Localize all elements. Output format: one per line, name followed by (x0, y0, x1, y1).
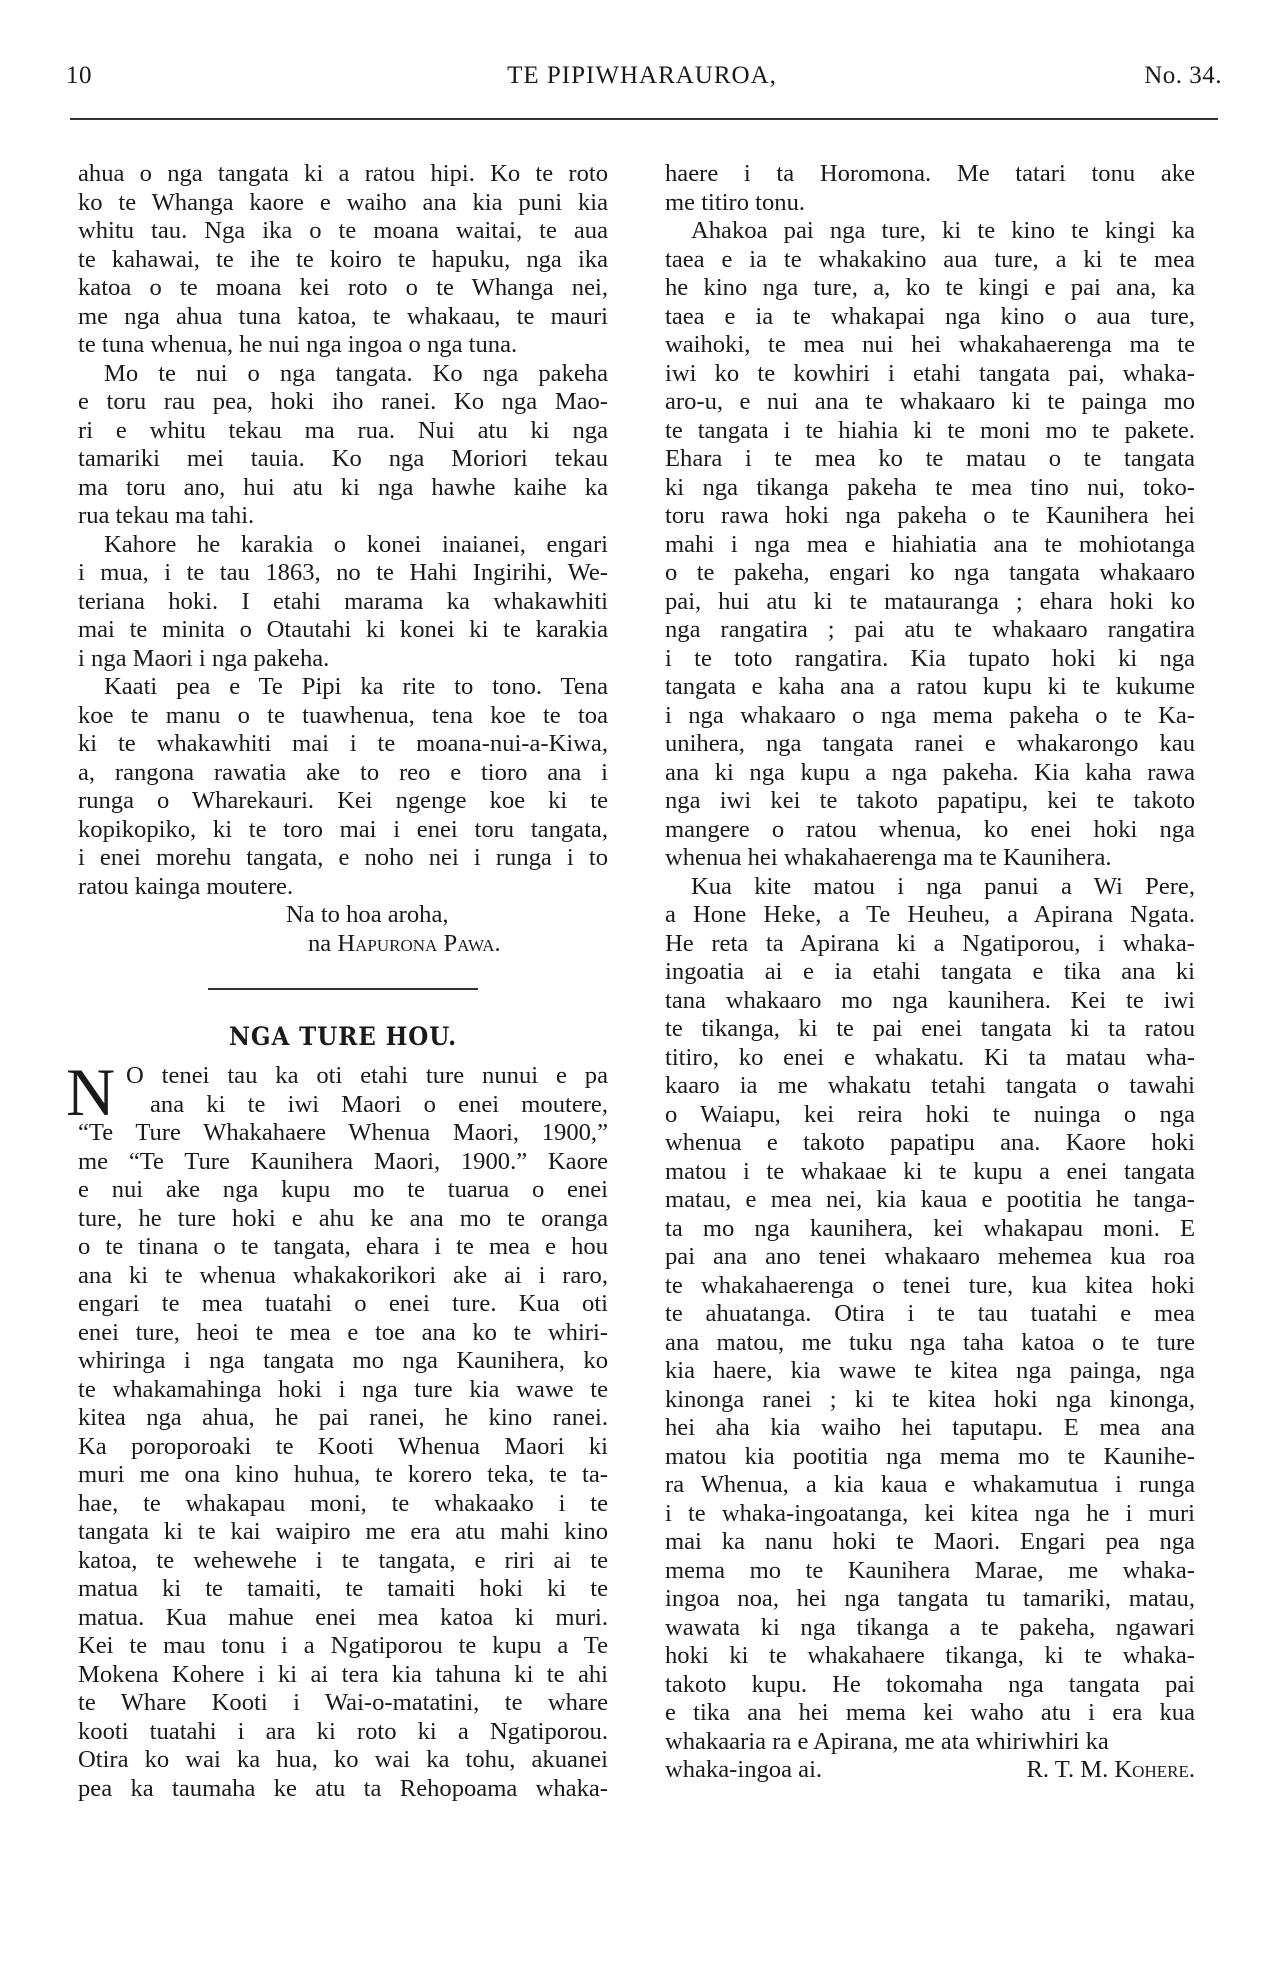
text-line: haere i ta Horomona. Me tatari tonu ake (665, 160, 1195, 187)
article-line: Otira ko wai ka hua, ko wai ka tohu, akuanei (78, 1746, 608, 1773)
article-line: me “Te Ture Kaunihera Maori, 1900.” Kaore (78, 1147, 608, 1175)
text-line: ratou kainga moutere. (78, 872, 294, 900)
text-line: teriana hoki. I etahi marama ka whakawhiti (78, 587, 608, 615)
text-line: kopikopiko, ki te toro mai i enei toru tangata, (78, 815, 608, 843)
article-line: e nui ake nga kupu mo te tuarua o enei (78, 1176, 608, 1203)
text-line: whenua hei whakahaerenga ma te Kaunihera. (665, 844, 1112, 871)
text-line: matau, e mea nei, kia kaua e pootitia he tanga- (665, 1186, 1195, 1213)
article-final-line (665, 1756, 1195, 1785)
article-line: muri me ona kino huhua, te korero teka, te ta- (78, 1461, 608, 1488)
right-column (665, 160, 1195, 1785)
drop-cap: N (66, 1054, 116, 1130)
text-line: ki te whakawhiti mai i te moana-nui-a-Kiwa, (78, 730, 608, 757)
text-line: te tuna whenua, he nui nga ingoa o nga tuna. (78, 331, 518, 358)
text-line: ki nga tikanga pakeha te mea tino nui, toko- (665, 473, 1195, 501)
text-line: He reta ta Apirana ki a Ngatiporou, i whaka- (665, 929, 1195, 957)
text-line: whitu tau. Nga ika o te moana waitai, te aua (78, 217, 608, 244)
text-line: mema mo te Kaunihera Marae, me whaka- (665, 1556, 1195, 1584)
text-line: ma toru ano, hui atu ki nga hawhe kaihe ka (78, 473, 608, 501)
page-number: 10 (66, 62, 92, 89)
article-line: ana ki te iwi Maori o enei moutere, (150, 1090, 608, 1118)
article-line: matua. Kua mahue enei mea katoa ki muri. (78, 1603, 608, 1631)
text-line: i nga whakaaro o nga mema pakeha o te Ka- (665, 701, 1195, 729)
text-line: ana matou, me tuku nga taha katoa o te ture (665, 1328, 1195, 1356)
text-line: a, rangona rawatia ake to reo e tioro ana i (78, 758, 608, 786)
article-body-right (665, 160, 1195, 1756)
text-line: Kaati pea e Te Pipi ka rite to tono. Tena (104, 673, 608, 700)
article-line: tangata ki te kai waipiro me era atu mahi kino (78, 1518, 608, 1545)
article-line: enei ture, heoi te mea e toe ana ko te whiri- (78, 1318, 608, 1346)
text-line: katoa o te moana kei roto o te Whanga nei, (78, 274, 608, 301)
text-line: i te whaka-ingoatanga, kei kitea nga he i muri (665, 1499, 1195, 1527)
text-line: hoki ki te whakahaere tikanga, ki te whaka- (665, 1642, 1195, 1669)
text-line: i mua, i te tau 1863, no te Hahi Ingirihi, We- (78, 559, 608, 586)
text-line: whenua e takoto papatipu ana. Kaore hoki (665, 1129, 1195, 1156)
text-line: e toru rau pea, hoki iho ranei. Ko nga Mao- (78, 388, 608, 415)
text-line: rua tekau ma tahi. (78, 502, 255, 529)
text-line: ingoatia ai e ia etahi tangata e tika ana ki (665, 958, 1195, 985)
text-line: kinonga ranei ; ki te kitea hoki nga kinonga, (665, 1385, 1195, 1413)
text-line: ahua o nga tangata ki a ratou hipi. Ko te roto (78, 160, 608, 187)
text-line: nga iwi kei te takoto papatipu, kei te takoto (665, 787, 1195, 814)
text-line: titiro, ko enei e whakatu. Ki ta matau wha- (665, 1043, 1195, 1071)
text-line: runga o Wharekauri. Kei ngenge koe ki te (78, 787, 608, 814)
text-line: pai ana ano tenei whakaaro mehemea kua roa (665, 1243, 1195, 1270)
letter-signoff: Na to hoa aroha, (286, 901, 449, 928)
text-line: he kino nga ture, a, ko te kingi e pai ana, ka (665, 274, 1195, 301)
article-line: O tenei tau ka oti etahi ture nunui e pa (126, 1062, 608, 1089)
text-line: Mo te nui o nga tangata. Ko nga pakeha (104, 359, 608, 387)
final-text: whaka-ingoa ai. (665, 1756, 823, 1783)
text-line: pai, hui atu ki te matauranga ; ehara hoki ko (665, 587, 1195, 615)
text-line: koe te manu o te tuawhenua, tena koe te toa (78, 701, 608, 729)
text-line: ri e whitu tekau ma rua. Nui atu ki nga (78, 416, 608, 444)
text-line: Kahore he karakia o konei inaianei, engari (104, 530, 608, 558)
text-line: o Waiapu, kei reira hoki te nuinga o nga (665, 1100, 1195, 1128)
article-line: matua ki te tamaiti, te tamaiti hoki ki te (78, 1575, 608, 1602)
article-signature: R. T. M. Kohere. (1026, 1756, 1195, 1783)
text-line: whakaaria ra e Apirana, me ata whiriwhiri ka (665, 1727, 1109, 1755)
text-line: Kua kite matou i nga panui a Wi Pere, (691, 872, 1195, 900)
text-line: ko te Whanga kaore e waiho ana kia puni kia (78, 188, 608, 216)
publication-title: TE PIPIWHARAUROA, (507, 62, 777, 89)
text-line: aro-u, e nui ana te whakaaro ki te painga mo (665, 388, 1195, 415)
text-line: te whakahaerenga o tenei ture, kua kitea hoki (665, 1271, 1195, 1299)
text-line: taea e ia te whakakino aua ture, a ki te mea (665, 245, 1195, 273)
text-line: nga rangatira ; pai atu te whakaaro rangatira (665, 616, 1195, 643)
text-line: toru rawa hoki nga pakeha o te Kaunihera hei (665, 502, 1195, 529)
text-line: me nga ahua tuna katoa, te whakaau, te mauri (78, 302, 608, 330)
text-line: Ehara i te mea ko te matau o te tangata (665, 445, 1195, 472)
text-line: mai ka nanu hoki te Maori. Engari pea nga (665, 1528, 1195, 1555)
text-line: Ahakoa pai nga ture, ki te kino te kingi ka (691, 217, 1195, 244)
text-line: unihera, nga tangata ranei e whakarongo kau (665, 730, 1195, 757)
letter-body (78, 160, 608, 901)
article-body-left (78, 1119, 608, 1803)
text-line: ta mo nga kaunihera, kei whakapau moni. E (665, 1214, 1195, 1242)
signature-prefix: na (308, 929, 338, 957)
text-line: te tikanga, ki te pai enei tangata ki ta ratou (665, 1015, 1195, 1042)
text-line: te kahawai, te ihe te koiro te hapuku, nga ika (78, 245, 608, 273)
article-line: ana ki te whenua whakakorikori ake ai i raro, (78, 1261, 608, 1289)
left-column (66, 160, 608, 1803)
text-line: taea e ia te whakapai nga kino o aua ture, (665, 302, 1195, 330)
text-line: mahi i nga mea e hiahiatia ana te mohiotanga (665, 530, 1195, 558)
article-line: o te tinana o te tangata, ehara i te mea e hou (78, 1233, 608, 1260)
page-header (62, 62, 1222, 102)
article-line: ture, he ture hoki e ahu ke ana mo te oranga (78, 1204, 608, 1232)
article-line: kitea nga ahua, he pai ranei, he kino ranei. (78, 1404, 608, 1431)
text-line: mangere o ratou whenua, ko enei hoki nga (665, 815, 1195, 843)
article-line: Ka poroporoaki te Kooti Whenua Maori ki (78, 1432, 608, 1460)
article-line: “Te Ture Whakahaere Whenua Maori, 1900,” (78, 1119, 608, 1146)
header-rule (70, 118, 1218, 120)
text-line: takoto kupu. He tokomaha nga tangata pai (665, 1670, 1195, 1698)
text-line: wawata ki nga tikanga a te pakeha, ngawari (665, 1613, 1195, 1641)
text-line: me titiro tonu. (665, 188, 806, 216)
article-line: katoa, te wehewehe i te tangata, e riri ai te (78, 1546, 608, 1574)
text-line: waihoki, te mea nui hei whakahaerenga ma te (665, 331, 1195, 358)
text-line: kaaro ia me whakatu tetahi tangata o tawahi (665, 1072, 1195, 1099)
letter-signature (78, 930, 608, 959)
text-line: matou kia pootitia nga mema mo te Kaunihe- (665, 1442, 1195, 1470)
text-line: kia haere, kia wawe te kitea nga painga, nga (665, 1357, 1195, 1384)
article-line: pea ka taumaha ke atu ta Rehopoama whaka- (78, 1774, 608, 1802)
article-line: whiringa i nga tangata mo nga Kaunihera, ko (78, 1347, 608, 1374)
text-line: i te toto rangatira. Kia tupato hoki ki nga (665, 644, 1195, 672)
article-line: kooti tuatahi i ara ki roto ki a Ngatiporou. (78, 1717, 608, 1745)
article-line: hae, te whakapau moni, te whakaako i te (78, 1489, 608, 1517)
signature-name: Hapurona Pawa. (337, 929, 501, 957)
text-line: tana whakaaro mo nga kaunihera. Kei te iwi (665, 986, 1195, 1014)
text-line: tamariki mei tauia. Ko nga Moriori tekau (78, 445, 608, 472)
article-line: engari te mea tuatahi o enei ture. Kua oti (78, 1290, 608, 1317)
article-line: Mokena Kohere i ki ai tera kia tahuna ki te ahi (78, 1660, 608, 1688)
text-line: i nga Maori i nga pakeha. (78, 644, 330, 672)
text-line: o te pakeha, engari ko nga tangata whakaaro (665, 559, 1195, 586)
section-divider (208, 988, 478, 990)
text-line: iwi ko te kowhiri i etahi tangata pai, whaka- (665, 359, 1195, 387)
article-opening (66, 1054, 608, 1130)
text-line: ra Whenua, a kia kaua e whakamutua i runga (665, 1471, 1195, 1498)
text-line: matou i te whakaae ki te kupu a enei tangata (665, 1157, 1195, 1185)
text-line: te ahuatanga. Otira i te tau tuatahi e mea (665, 1300, 1195, 1327)
text-line: ingoa noa, hei nga tangata tu tamariki, matau, (665, 1585, 1195, 1612)
text-line: a Hone Heke, a Te Heuheu, a Apirana Ngata. (665, 901, 1195, 928)
article-line: te Whare Kooti i Wai-o-matatini, te whare (78, 1689, 608, 1716)
text-line: i enei morehu tangata, e noho nei i runga i to (78, 844, 608, 871)
issue-number: No. 34. (1144, 62, 1222, 89)
text-line: mai te minita o Otautahi ki konei ki te karakia (78, 616, 608, 643)
text-line: e tika ana hei mema kei waho atu i era kua (665, 1699, 1195, 1726)
text-line: ana ki nga kupu a nga pakeha. Kia kaha rawa (665, 758, 1195, 786)
text-line: te tangata i te hiahia ki te moni mo te pakete. (665, 416, 1195, 444)
text-line: tangata e kaha ana a ratou kupu ki te kukume (665, 673, 1195, 700)
text-line: hei aha kia waiho hei taputapu. E mea ana (665, 1414, 1195, 1441)
article-line: te whakamahinga hoki i nga ture kia wawe te (78, 1375, 608, 1403)
article-line: Kei te mau tonu i a Ngatiporou te kupu a Te (78, 1632, 608, 1659)
article-title: NGA TURE HOU. (228, 1022, 458, 1051)
